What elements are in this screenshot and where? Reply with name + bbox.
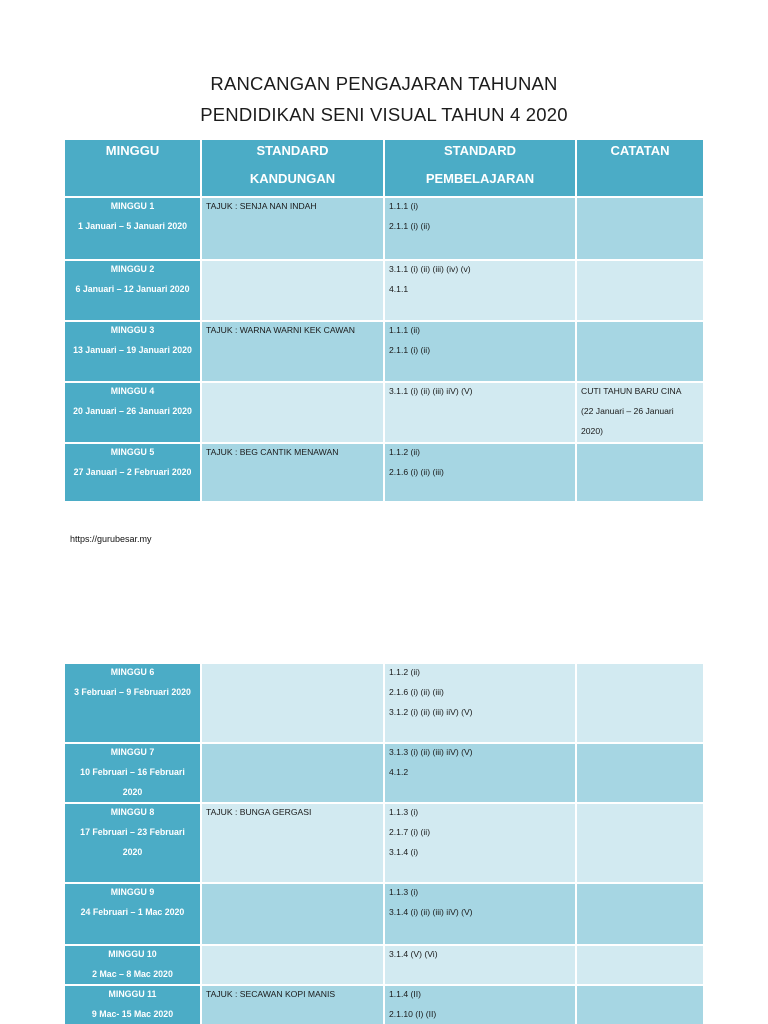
- cell-minggu: [65, 322, 200, 381]
- cell-minggu-line: MINGGU 2: [110, 264, 155, 274]
- cell-kandungan: [202, 946, 383, 984]
- cell-pembelajaran-line: 2.1.7 (i) (ii): [389, 827, 431, 837]
- header-catatan-label: CATATAN: [610, 143, 670, 158]
- cell-pembelajaran-line: 1.1.1 (ii): [389, 325, 421, 335]
- cell-minggu-line: 13 Januari – 19 Januari 2020: [73, 345, 192, 355]
- cell-pembelajaran: [385, 986, 575, 1024]
- cell-kandungan: [202, 804, 383, 882]
- cell-minggu: [65, 986, 200, 1024]
- cell-minggu: [65, 261, 200, 320]
- cell-minggu: [65, 198, 200, 259]
- cell-catatan: [577, 986, 703, 1024]
- cell-kandungan: [202, 322, 383, 381]
- cell-pembelajaran: [385, 744, 575, 802]
- cell-minggu-line: 20 Januari – 26 Januari 2020: [73, 406, 192, 416]
- cell-catatan-line: (22 Januari – 26 Januari: [581, 406, 674, 416]
- cell-pembelajaran-line: 3.1.4 (V) (Vi): [389, 949, 438, 959]
- cell-catatan: [577, 744, 703, 802]
- cell-catatan: [577, 261, 703, 320]
- cell-pembelajaran: [385, 322, 575, 381]
- header-minggu-label: MINGGU: [105, 143, 160, 158]
- cell-kandungan: [202, 444, 383, 501]
- cell-pembelajaran: [385, 946, 575, 984]
- header-standard-pembelajaran: [385, 140, 575, 196]
- cell-pembelajaran-line: 2.1.6 (i) (ii) (iii): [389, 687, 444, 697]
- cell-minggu-line: MINGGU 11: [108, 989, 157, 999]
- cell-pembelajaran-line: 1.1.4 (II): [389, 989, 421, 999]
- cell-minggu-line: 6 Januari – 12 Januari 2020: [75, 284, 190, 294]
- cell-minggu-line: MINGGU 8: [110, 807, 155, 817]
- source-url: https://gurubesar.my: [70, 534, 152, 544]
- cell-kandungan: [202, 664, 383, 742]
- cell-minggu: [65, 946, 200, 984]
- cell-pembelajaran-line: 1.1.1 (i): [389, 201, 419, 211]
- cell-kandungan: [202, 884, 383, 944]
- cell-pembelajaran: [385, 664, 575, 742]
- cell-minggu-line: 2 Mac – 8 Mac 2020: [92, 969, 173, 979]
- cell-minggu-line: MINGGU 10: [108, 949, 157, 959]
- cell-catatan: [577, 884, 703, 944]
- header-pembelajaran-label-2: PEMBELAJARAN: [425, 171, 535, 186]
- cell-catatan: [577, 444, 703, 501]
- cell-minggu-line: 27 Januari – 2 Februari 2020: [73, 467, 192, 477]
- cell-minggu-line: MINGGU 4: [110, 386, 155, 396]
- cell-minggu: [65, 664, 200, 742]
- cell-minggu: [65, 444, 200, 501]
- cell-minggu-line: MINGGU 6: [110, 667, 155, 677]
- cell-pembelajaran: [385, 261, 575, 320]
- cell-pembelajaran-line: 4.1.1: [389, 284, 409, 294]
- cell-pembelajaran-line: 2.1.1 (i) (ii): [389, 345, 431, 355]
- cell-pembelajaran-line: 2.1.6 (i) (ii) (iii): [389, 467, 444, 477]
- cell-minggu-line: MINGGU 3: [110, 325, 155, 335]
- cell-pembelajaran-line: 1.1.3 (i): [389, 807, 419, 817]
- cell-catatan: [577, 664, 703, 742]
- cell-pembelajaran: [385, 804, 575, 882]
- cell-kandungan-line: TAJUK : BUNGA GERGASI: [206, 807, 312, 817]
- cell-pembelajaran: [385, 198, 575, 259]
- cell-pembelajaran-line: 4.1.2: [389, 767, 409, 777]
- cell-minggu: [65, 804, 200, 882]
- cell-kandungan-line: TAJUK : WARNA WARNI KEK CAWAN: [206, 325, 355, 335]
- cell-pembelajaran-line: 2.1.10 (I) (II): [389, 1009, 437, 1019]
- cell-minggu-line: 24 Februari – 1 Mac 2020: [80, 907, 185, 917]
- header-kandungan-label-1: STANDARD: [256, 143, 329, 158]
- cell-catatan: [577, 946, 703, 984]
- cell-pembelajaran-line: 1.1.2 (ii): [389, 447, 421, 457]
- cell-minggu-line: 2020: [122, 847, 143, 857]
- cell-minggu-line: 1 Januari – 5 Januari 2020: [77, 221, 188, 231]
- cell-pembelajaran-line: 3.1.1 (i) (ii) (iii) iiV) (V): [389, 386, 473, 396]
- cell-pembelajaran-line: 3.1.4 (i): [389, 847, 419, 857]
- cell-kandungan-line: TAJUK : SENJA NAN INDAH: [206, 201, 317, 211]
- cell-pembelajaran-line: 1.1.3 (i): [389, 887, 419, 897]
- header-kandungan-label-2: KANDUNGAN: [249, 171, 336, 186]
- header-pembelajaran-label-1: STANDARD: [444, 143, 516, 158]
- cell-pembelajaran-line: 2.1.1 (i) (ii): [389, 221, 431, 231]
- header-catatan: [577, 140, 703, 196]
- cell-catatan: [577, 804, 703, 882]
- cell-minggu-line: 3 Februari – 9 Februari 2020: [74, 687, 191, 697]
- cell-minggu-line: MINGGU 1: [110, 201, 155, 211]
- cell-kandungan-line: TAJUK : BEG CANTIK MENAWAN: [206, 447, 339, 457]
- cell-pembelajaran-line: 3.1.1 (i) (ii) (iii) (iv) (v): [389, 264, 471, 274]
- cell-catatan-line: 2020): [581, 426, 603, 436]
- cell-pembelajaran: [385, 383, 575, 442]
- cell-pembelajaran-line: 1.1.2 (ii): [389, 667, 421, 677]
- cell-pembelajaran: [385, 884, 575, 944]
- cell-catatan: [577, 322, 703, 381]
- cell-minggu-line: 9 Mac- 15 Mac 2020: [91, 1009, 174, 1019]
- cell-minggu-line: MINGGU 5: [110, 447, 155, 457]
- cell-catatan-line: CUTI TAHUN BARU CINA: [581, 386, 682, 396]
- cell-catatan: [577, 198, 703, 259]
- cell-minggu-line: 10 Februari – 16 Februari: [80, 767, 185, 777]
- cell-pembelajaran-line: 3.1.2 (i) (ii) (iii) iiV) (V): [389, 707, 473, 717]
- header-standard-kandungan: [202, 140, 383, 196]
- cell-kandungan: [202, 261, 383, 320]
- cell-minggu: [65, 884, 200, 944]
- cell-kandungan: [202, 986, 383, 1024]
- cell-minggu: [65, 383, 200, 442]
- cell-pembelajaran: [385, 444, 575, 501]
- cell-minggu-line: MINGGU 9: [110, 887, 155, 897]
- cell-kandungan: [202, 198, 383, 259]
- document-title: RANCANGAN PENGAJARAN TAHUNAN: [210, 73, 558, 94]
- document-subtitle: PENDIDIKAN SENI VISUAL TAHUN 4 2020: [200, 104, 568, 125]
- cell-kandungan-line: TAJUK : SECAWAN KOPI MANIS: [206, 989, 336, 999]
- cell-kandungan: [202, 744, 383, 802]
- cell-minggu: [65, 744, 200, 802]
- cell-minggu-line: 17 Februari – 23 Februari: [80, 827, 185, 837]
- cell-minggu-line: 2020: [122, 787, 143, 797]
- cell-pembelajaran-line: 3.1.4 (i) (ii) (iii) iiV) (V): [389, 907, 473, 917]
- header-minggu: [65, 140, 200, 196]
- cell-catatan: [577, 383, 703, 442]
- cell-minggu-line: MINGGU 7: [110, 747, 155, 757]
- cell-pembelajaran-line: 3.1.3 (i) (ii) (iii) iiV) (V): [389, 747, 473, 757]
- cell-kandungan: [202, 383, 383, 442]
